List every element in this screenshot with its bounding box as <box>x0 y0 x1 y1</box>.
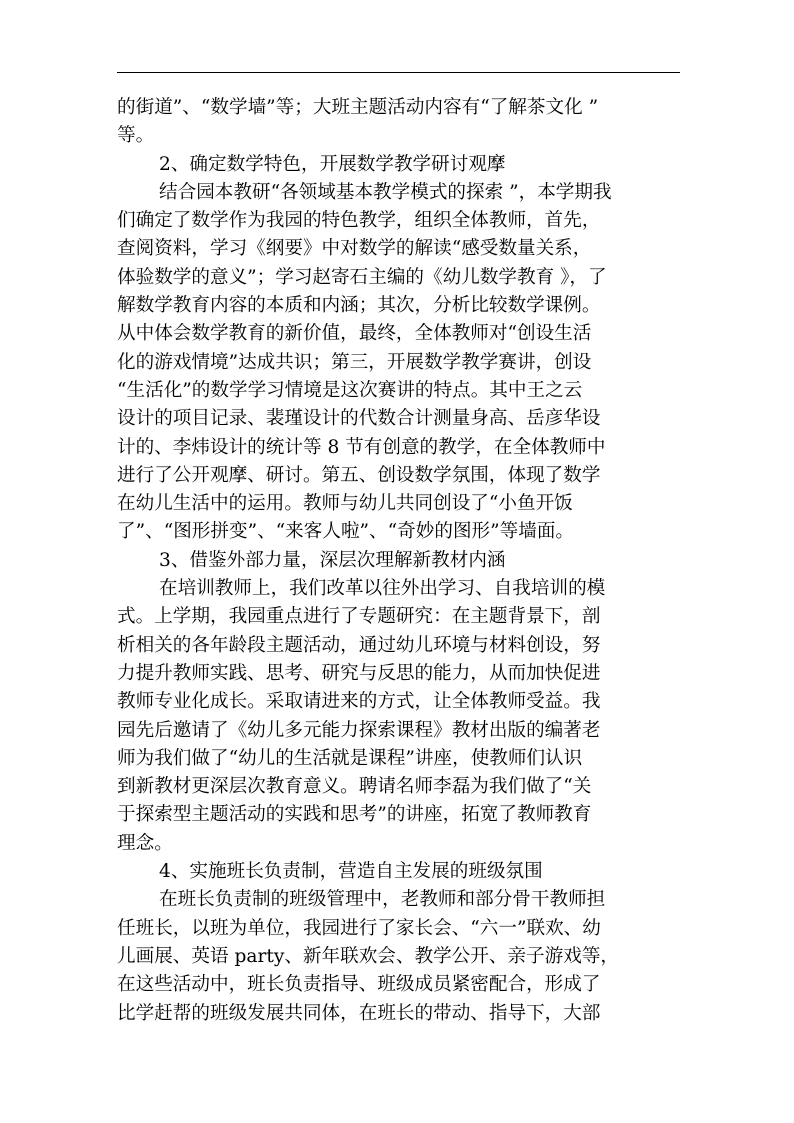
text-line: 理念。 <box>117 832 173 854</box>
text-line: 解数学教育内容的本质和内涵；其次，分析比较数学课例。 <box>117 295 601 317</box>
text-line: 从中体会数学教育的新价值，最终，全体教师对“创设生活 <box>117 323 592 345</box>
text-line: 教师专业化成长。采取请进来的方式，让全体教师受益。我 <box>117 691 601 713</box>
document-body <box>117 94 682 1028</box>
text-line: 园先后邀请了《幼儿多元能力探索课程》教材出版的编著老 <box>117 719 601 741</box>
text-line: 体验数学的意义”；学习赵寄石主编的《幼儿数学教育 》，了 <box>117 266 607 288</box>
text-line: 结合园本教研“各领域基本教学模式的探索 ”，本学期我 <box>159 181 612 203</box>
text-line: 计的、李炜设计的统计等 8 节有创意的教学，在全体教师中 <box>117 436 606 458</box>
text-line: 了”、“图形拼变”、“来客人啦”、“奇妙的图形”等墙面。 <box>117 521 575 543</box>
header-rule <box>117 72 680 73</box>
text-line: 们确定了数学作为我园的特色教学，组织全体教师，首先， <box>117 210 601 232</box>
text-line: 力提升教师实践、思考、研究与反思的能力，从而加快促进 <box>117 662 601 684</box>
text-line: 比学赶帮的班级发展共同体，在班长的带动、指导下，大部 <box>117 1002 601 1024</box>
text-line: 的街道”、“数学墙”等；大班主题活动内容有“了解茶文化 ” <box>117 97 599 118</box>
text-line: 进行了公开观摩、研讨。第五、创设数学氛围，体现了数学 <box>117 464 601 486</box>
text-line: 3、借鉴外部力量，深层次理解新教材内涵 <box>159 549 506 571</box>
text-line: “生活化”的数学学习情境是这次赛讲的特点。其中王之云 <box>117 379 583 401</box>
text-line: 4、实施班长负责制，营造自主发展的班级氛围 <box>159 861 543 883</box>
text-line: 2、确定数学特色，开展数学教学研讨观摩 <box>159 153 506 175</box>
text-line: 等。 <box>117 125 155 147</box>
text-line: 任班长，以班为单位，我园进行了家长会、“六一”联欢、幼 <box>117 917 601 939</box>
text-line: 儿画展、英语 party、新年联欢会、教学公开、亲子游戏等， <box>117 945 620 967</box>
text-line: 式。上学期，我园重点进行了专题研究：在主题背景下，剖 <box>117 606 601 628</box>
text-line: 在这些活动中，班长负责指导、班级成员紧密配合，形成了 <box>117 974 601 996</box>
text-line: 师为我们做了“幼儿的生活就是课程”讲座，使教师们认识 <box>117 747 583 769</box>
text-line: 到新教材更深层次教育意义。聘请名师李磊为我们做了“关 <box>117 776 592 798</box>
text-line: 设计的项目记录、裴瑾设计的代数合计测量身高、岳彦华设 <box>117 408 601 430</box>
text-line: 于探索型主题活动的实践和思考”的讲座，拓宽了教师教育 <box>117 804 592 826</box>
text-line: 在幼儿生活中的运用。教师与幼儿共同创设了“小鱼开饭 <box>117 493 573 515</box>
text-line: 化的游戏情境”达成共识；第三，开展数学教学赛讲，创设 <box>117 351 592 373</box>
text-line: 析相关的各年龄段主题活动，通过幼儿环境与材料创设，努 <box>117 634 601 656</box>
text-line: 在班长负责制的班级管理中，老教师和部分骨干教师担 <box>159 889 606 911</box>
text-line: 在培训教师上，我们改革以往外出学习、自我培训的模 <box>159 578 606 600</box>
text-line: 查阅资料，学习《纲要》中对数学的解读“感受数量关系， <box>117 238 592 260</box>
